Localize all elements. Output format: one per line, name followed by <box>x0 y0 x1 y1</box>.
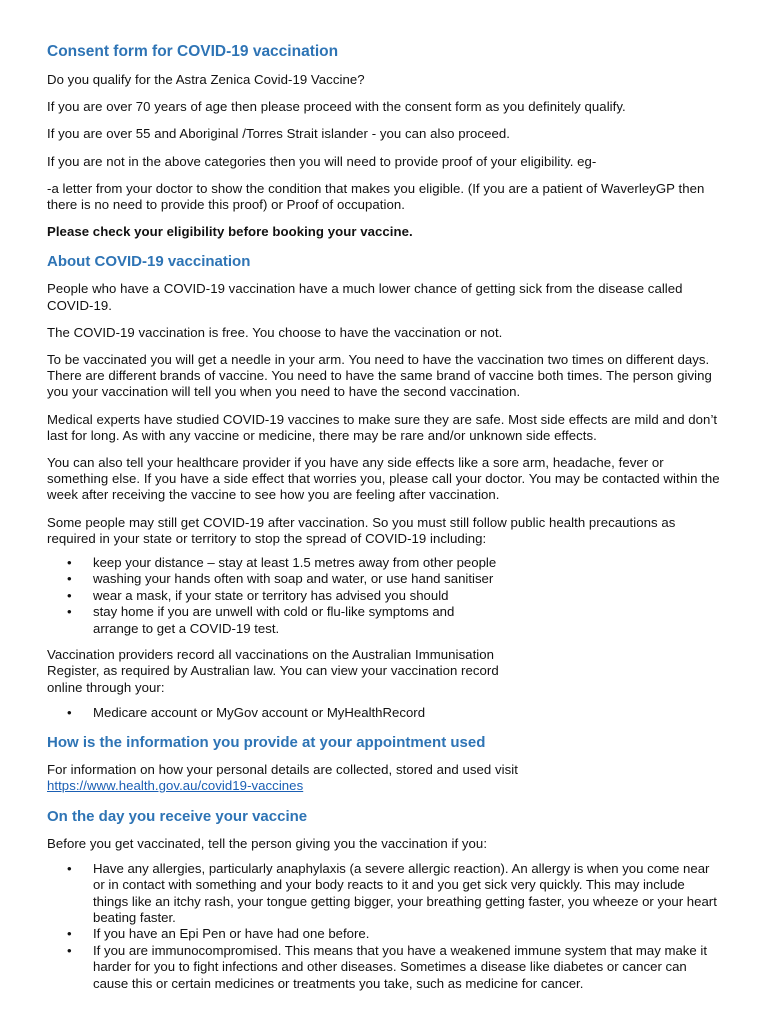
about-paragraph: You can also tell your healthcare provider if you have any side effects like a sore arm, headache, fever or something else. If you have a side effect that worries you, please call your doctor. You may be contacted within the week after receiving the vaccine to see how you are feeling after vaccination. <box>47 455 720 503</box>
intro-over-55: If you are over 55 and Aboriginal /Torres Strait islander - you can also proceed. <box>47 126 510 142</box>
info-text <box>47 762 720 794</box>
list-item: • wear a mask, if your state or territory has advised you should <box>47 588 720 604</box>
register-text: Vaccination providers record all vaccinations on the Australian Immunisation Register, as required by Australian law. You can view your vaccination record online through your: <box>47 647 499 695</box>
list-item: • Have any allergies, particularly anaphylaxis (a severe allergic reaction). An allergy is when you come near or in contact with something and your body reacts to it and you get sick very quickly. This may include things like an itchy rash, your tongue getting bigger, your breathing getting faster, you wheeze or your heart beating faster. <box>47 861 720 927</box>
intro-question: Do you qualify for the Astra Zenica Covid-19 Vaccine? <box>47 72 365 87</box>
accounts-list <box>47 705 720 721</box>
day-heading: On the day you receive your vaccine <box>47 807 308 825</box>
intro-over-70: If you are over 70 years of age then please proceed with the consent form as you definitely qualify. <box>47 99 626 115</box>
about-paragraph: To be vaccinated you will get a needle in your arm. You need to have the vaccination two times on different days. There are different brands of vaccine. You need to have the same brand of vaccine both times. The person giving you your vaccination will tell you when you need to have the second vaccination. <box>47 352 712 400</box>
info-text-label: For information on how your personal details are collected, stored and used visit <box>47 762 518 778</box>
list-item: • If you are immunocompromised. This means that you have a weakened immune system that may make it harder for you to fight infections and other diseases. Sometimes a disease like diabetes or cancer can cause this or certain medicines or treatments you take, such as medicine for cancer. <box>47 943 720 992</box>
page-title: Consent form for COVID-19 vaccination <box>47 43 339 60</box>
about-paragraph: The COVID-19 vaccination is free. You choose to have the vaccination or not. <box>47 324 503 340</box>
about-heading: About COVID-19 vaccination <box>47 253 251 271</box>
intro-proof-examples: -a letter from your doctor to show the condition that makes you eligible. (If you are a patient of WaverleyGP then there is no need to provide this proof) or Proof of occupation. <box>47 180 705 213</box>
list-item: • washing your hands often with soap and water, or use hand sanitiser <box>47 571 720 587</box>
about-paragraph: Medical experts have studied COVID-19 vaccines to make sure they are safe. Most side effects are mild and don’t last for long. As with any vaccine or medicine, there may be rare and/or unknown side effects. <box>47 411 718 443</box>
health-gov-link[interactable]: https://www.health.gov.au/covid19-vaccines <box>47 778 304 794</box>
list-item: • If you have an Epi Pen or have had one before. <box>47 926 720 942</box>
day-list <box>47 861 720 992</box>
list-item: • stay home if you are unwell with cold or flu-like symptoms and arrange to get a COVID-19 test. <box>47 604 483 637</box>
about-paragraph: People who have a COVID-19 vaccination have a much lower chance of getting sick from the disease called COVID-19. <box>47 281 683 313</box>
list-item: • Medicare account or MyGov account or MyHealthRecord <box>47 705 720 721</box>
info-heading: How is the information you provide at your appointment used <box>47 734 486 752</box>
intro-proof-required: If you are not in the above categories then you will need to provide proof of your eligibility. eg- <box>47 153 597 169</box>
about-paragraph: Some people may still get COVID-19 after vaccination. So you must still follow public health precautions as required in your state or territory to stop the spread of COVID-19 including: <box>47 514 676 546</box>
eligibility-notice: Please check your eligibility before booking your vaccine. <box>47 224 413 240</box>
day-intro: Before you get vaccinated, tell the person giving you the vaccination if you: <box>47 835 488 851</box>
list-item: • keep your distance – stay at least 1.5 metres away from other people <box>47 555 720 571</box>
precautions-list <box>47 555 720 637</box>
